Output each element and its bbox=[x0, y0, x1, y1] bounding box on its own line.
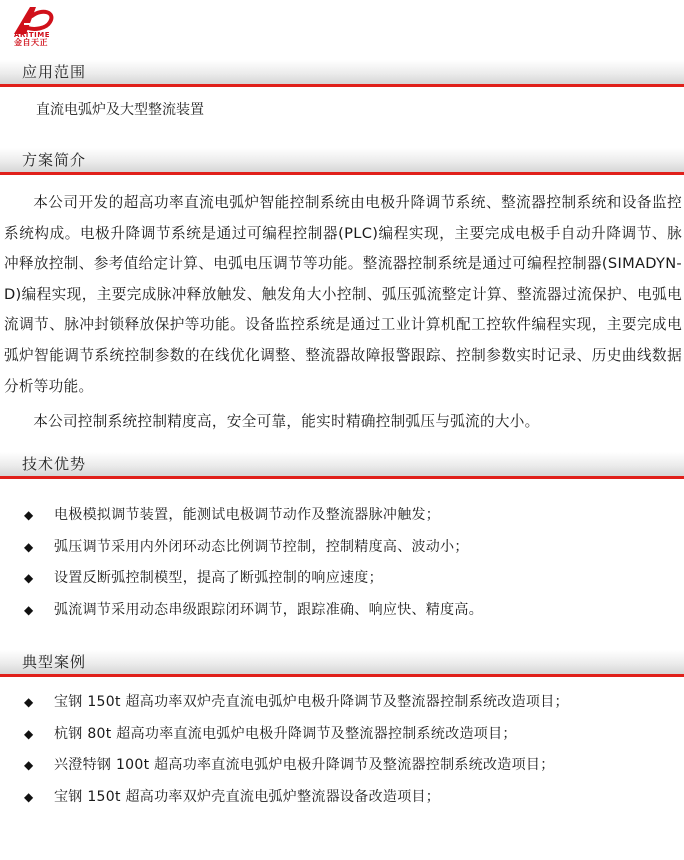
advantage-text: 电极模拟调节装置，能测试电极调节动作及整流器脉冲触发； bbox=[54, 507, 441, 523]
list-item bbox=[24, 750, 569, 782]
diamond-bullet-icon: ◆ bbox=[24, 789, 34, 804]
case-text: 杭钢 80t 超高功率直流电弧炉电极升降调节及整流器控制系统改造项目； bbox=[54, 725, 517, 742]
case-text: 宝钢 150t 超高功率双炉壳直流电弧炉电极升降调节及整流器控制系统改造项目； bbox=[54, 694, 569, 710]
section-header-advantages bbox=[0, 452, 684, 479]
case-text: 宝钢 150t 超高功率双炉壳直流电弧炉整流器设备改造项目； bbox=[54, 788, 441, 805]
section-header-solution bbox=[0, 148, 684, 175]
list-item bbox=[24, 500, 483, 532]
advantage-text: 设置反断弧控制模型，提高了断弧控制的响应速度； bbox=[54, 570, 383, 586]
advantage-text: 弧流调节采用动态串级跟踪闭环调节，跟踪准确、响应快、精度高。 bbox=[54, 601, 483, 618]
diamond-bullet-icon: ◆ bbox=[24, 539, 34, 554]
diamond-bullet-icon: ◆ bbox=[24, 695, 34, 709]
logo-brand-en: ARITIME bbox=[14, 31, 51, 39]
diamond-bullet-icon: ◆ bbox=[24, 508, 34, 522]
list-item bbox=[24, 719, 569, 751]
solution-paragraph-1: 本公司开发的超高功率直流电弧炉智能控制系统由电极升降调节系统、整流器控制系统和设备监控系统构成。电极升降调节系统是通过可编程控制器(PLC)编程实现，主要完成电极手自动升降调节、脉冲释放控制、参考值给定计算、电弧电压调节等功能。整流器控制系统是通过可编程控制器(SIMADYN-D)编程实现，主要完成脉冲释放触发、触发角大小控制、弧压弧流整定计算、整流器过流保护、电弧电流调节、脉冲封锁释放保护等功能。设备监控系统是通过工业计算机配工控软件编程实现，主要完成电弧炉智能调节系统控制参数的在线优化调整、整流器故障报警跟踪、控制参数实时记录、历史曲线数据分析等功能。 bbox=[4, 194, 682, 395]
diamond-bullet-icon: ◆ bbox=[24, 726, 34, 741]
list-item bbox=[24, 687, 569, 719]
list-item bbox=[24, 532, 483, 564]
section-title-advantages: 技术优势 bbox=[22, 455, 87, 473]
logo-brand-cn: 金自天正 bbox=[14, 38, 48, 47]
scope-content: 直流电弧炉及大型整流装置 bbox=[36, 102, 204, 118]
case-text: 兴澄特钢 100t 超高功率直流电弧炉电极升降调节及整流器控制系统改造项目； bbox=[54, 757, 555, 773]
section-title-cases: 典型案例 bbox=[22, 653, 87, 671]
diamond-bullet-icon: ◆ bbox=[24, 571, 34, 585]
list-item bbox=[24, 595, 483, 627]
list-item bbox=[24, 782, 569, 814]
advantage-text: 弧压调节采用内外闭环动态比例调节控制，控制精度高、波动小； bbox=[54, 538, 469, 555]
solution-paragraph-2: 本公司控制系统控制精度高，安全可靠，能实时精确控制弧压与弧流的大小。 bbox=[33, 413, 540, 430]
section-title-solution: 方案简介 bbox=[22, 151, 87, 169]
section-header-cases bbox=[0, 650, 684, 677]
advantages-list bbox=[24, 500, 483, 626]
list-item bbox=[24, 563, 483, 595]
diamond-bullet-icon: ◆ bbox=[24, 758, 34, 772]
section-header-scope bbox=[0, 60, 684, 87]
section-title-scope: 应用范围 bbox=[22, 63, 87, 81]
cases-list bbox=[24, 687, 569, 813]
diamond-bullet-icon: ◆ bbox=[24, 602, 34, 617]
